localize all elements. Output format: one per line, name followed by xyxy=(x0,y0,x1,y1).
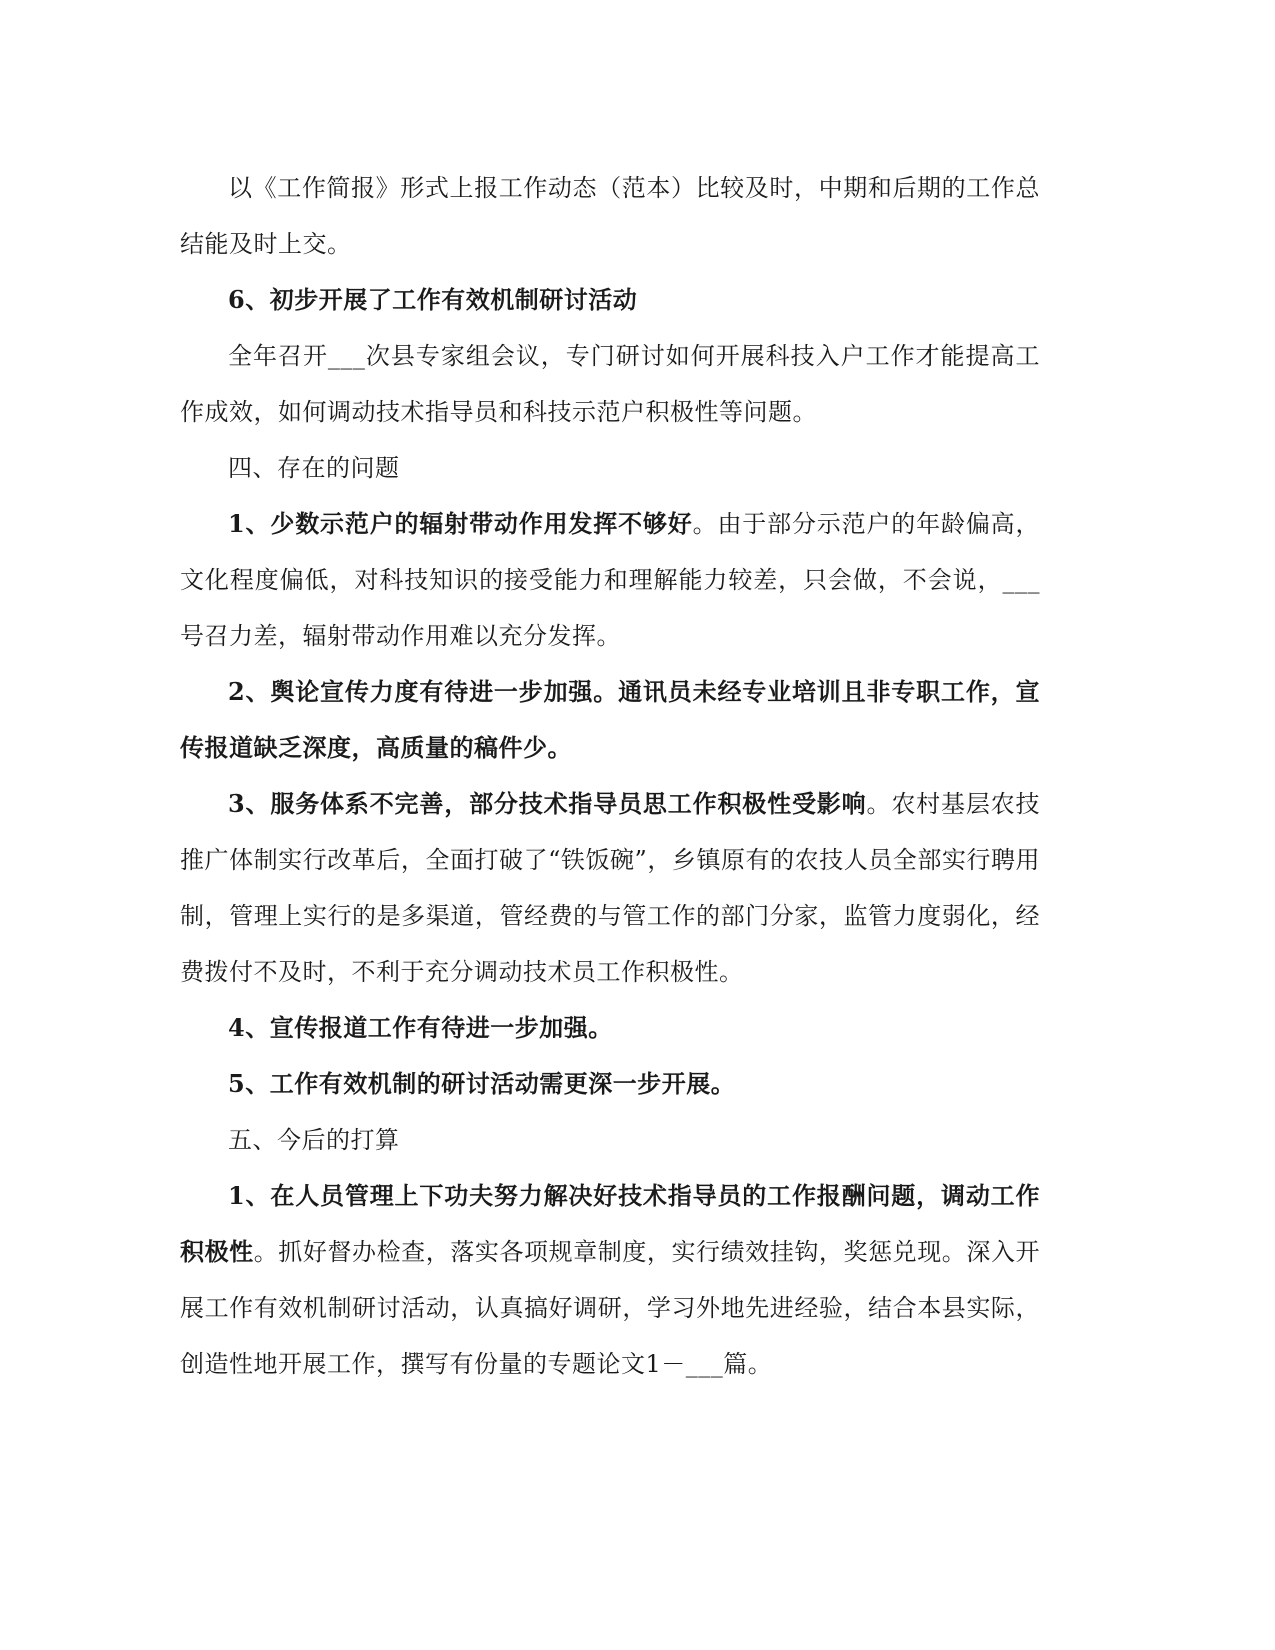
plan-1-body: 。抓好督办检查，落实各项规章制度，实行绩效挂钩，奖惩兑现。深入开展工作有效机制研讨活动，认真搞好调研，学习外地先进经验，结合本县实际，创造性地开展工作，撰写有份量的专题论文1－___篇。 xyxy=(180,1238,1041,1378)
paragraph-plan-1 xyxy=(180,1168,1040,1392)
issue-3-body: 。农村基层农技推广体制实行改革后，全面打破了“铁饭碗”，乡镇原有的农技人员全部实行聘用制，管理上实行的是多渠道，管经费的与管工作的部门分家，监管力度弱化，经费拨付不及时，不利于充分调动技术员工作积极性。 xyxy=(180,790,1041,986)
paragraph-issue-1 xyxy=(180,496,1040,664)
heading-mechanism-activity: 6、初步开展了工作有效机制研讨活动 xyxy=(228,285,638,314)
issue-1-lead: 1、少数示范户的辐射带动作用发挥不够好 xyxy=(228,509,693,538)
section-title-plans: 五、今后的打算 xyxy=(228,1126,400,1154)
paragraph-issue-5: 5、工作有效机制的研讨活动需更深一步开展。 xyxy=(228,1069,736,1098)
paragraph-issue-2: 2、舆论宣传力度有待进一步加强。通讯员未经专业培训且非专职工作，宣传报道缺乏深度，高质量的稿件少。 xyxy=(180,677,1040,762)
paragraph-issue-3 xyxy=(180,776,1040,1000)
paragraph-expert-meetings: 全年召开___次县专家组会议，专门研讨如何开展科技入户工作才能提高工作成效，如何调动技术指导员和科技示范户积极性等问题。 xyxy=(180,342,1040,426)
section-title-problems: 四、存在的问题 xyxy=(228,454,400,482)
paragraph-issue-4: 4、宣传报道工作有待进一步加强。 xyxy=(228,1013,613,1042)
document-body xyxy=(180,160,1040,1392)
issue-3-lead: 3、服务体系不完善，部分技术指导员思工作积极性受影响 xyxy=(228,789,867,818)
issue-1-body: 。由于部分示范户的年龄偏高，文化程度偏低，对科技知识的接受能力和理解能力较差，只会做，不会说，___号召力差，辐射带动作用难以充分发挥。 xyxy=(180,510,1040,650)
plan-1-lead: 1、在人员管理上下功夫努力解决好技术指导员的工作报酬问题，调动工作积极性 xyxy=(180,1181,1040,1266)
paragraph-work-briefing: 以《工作简报》形式上报工作动态（范本）比较及时，中期和后期的工作总结能及时上交。 xyxy=(180,174,1040,258)
